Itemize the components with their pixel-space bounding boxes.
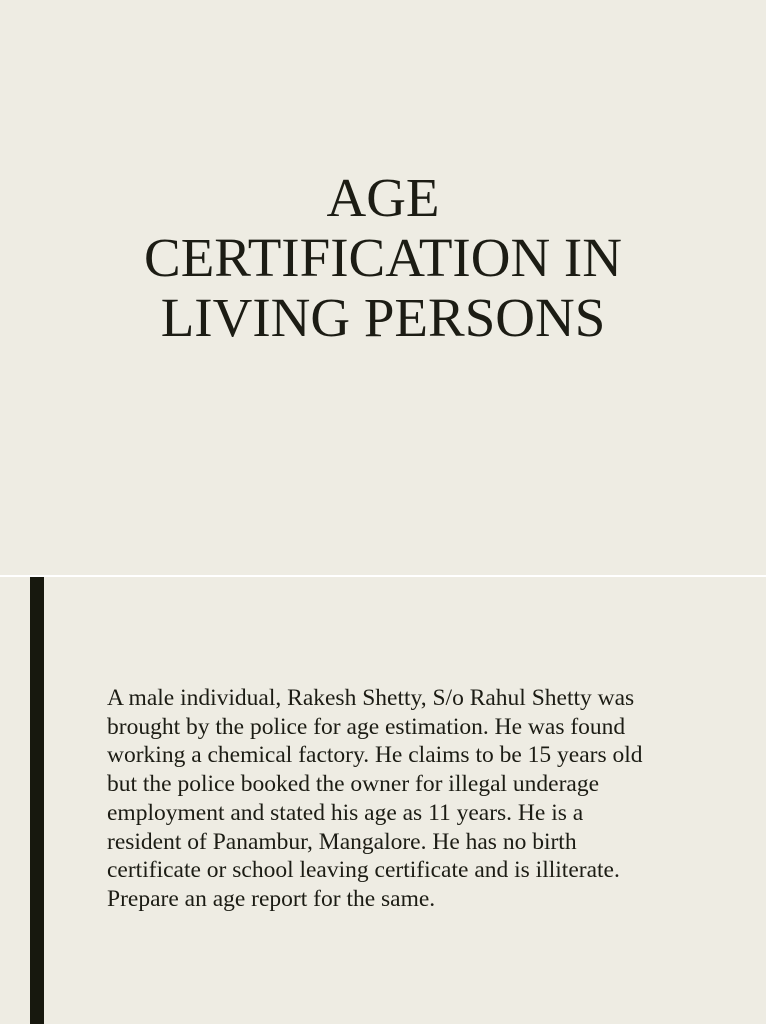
title-line: AGE — [326, 167, 440, 228]
slide-title — [0, 168, 766, 348]
title-line: CERTIFICATION IN — [144, 227, 622, 288]
case-slide — [0, 577, 766, 1024]
body-line: employment and stated his age as 11 years. He is a — [107, 799, 584, 826]
body-line: A male individual, Rakesh Shetty, S/o Rahul Shetty was — [107, 685, 635, 711]
body-line: Prepare an age report for the same. — [107, 885, 436, 912]
title-line: LIVING PERSONS — [160, 287, 606, 348]
body-line: but the police booked the owner for illegal underage — [107, 771, 600, 798]
body-line: resident of Panambur, Mangalore. He has no birth — [107, 828, 577, 855]
case-description — [107, 684, 707, 914]
body-line: working a chemical factory. He claims to be 15 years old — [107, 742, 643, 769]
accent-bar — [30, 577, 44, 1024]
body-line: brought by the police for age estimation. He was found — [107, 713, 626, 740]
body-line: certificate or school leaving certificate and is illiterate. — [107, 857, 620, 884]
